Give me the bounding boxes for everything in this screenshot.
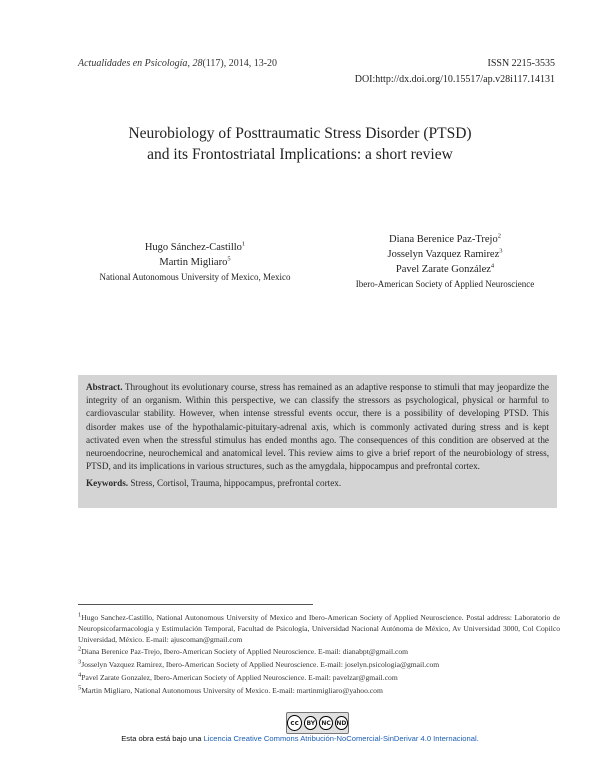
footnote-marker: 5 xyxy=(78,684,82,692)
footnote-text: Pavel Zarate Gonzalez, Ibero-American Society of Applied Neuroscience. E-mail: pavelzar@gmail.com xyxy=(81,673,398,682)
affiliation: Ibero-American Society of Applied Neuroscience xyxy=(355,279,535,289)
author-sup: 5 xyxy=(227,255,231,263)
license-notice xyxy=(0,734,600,743)
issn: ISSN 2215-3535 xyxy=(487,58,555,69)
cc-icon: cc xyxy=(287,715,302,731)
footnote-rule xyxy=(78,604,313,605)
author-name xyxy=(325,232,565,247)
journal-volume: 28 xyxy=(192,58,203,69)
authors-left xyxy=(80,240,310,285)
author-name xyxy=(80,240,310,255)
author-name-text: Diana Berenice Paz-Trejo xyxy=(389,234,498,245)
author-name xyxy=(325,247,565,262)
footnote-4 xyxy=(78,672,560,683)
footnote-text: Martin Migliaro, National Autonomous University of Mexico. E-mail: martinmigliaro@yahoo.com xyxy=(81,686,383,695)
author-name xyxy=(80,255,310,270)
nc-icon: NC xyxy=(319,716,332,730)
title-line-1: Neurobiology of Posttraumatic Stress Disorder (PTSD) xyxy=(128,125,472,142)
title-line-2: and its Frontostriatal Implications: a short review xyxy=(147,146,453,163)
abstract-paragraph xyxy=(86,381,549,473)
author-name-text: Pavel Zarate González xyxy=(395,264,491,275)
doi-link[interactable]: DOI:http://dx.doi.org/10.15517/ap.v28i117.14131 xyxy=(354,74,555,85)
footnote-2 xyxy=(78,646,560,657)
footnote-5 xyxy=(78,685,560,696)
journal-name: Actualidades en Psicología xyxy=(78,58,188,69)
footnote-1 xyxy=(78,612,560,645)
footnote-text: Hugo Sanchez-Castillo, National Autonomous University of Mexico and Ibero-American Society of Applied Neuroscience. Postal address: Laboratorio de Neuropsicofarmacologia y Estimulación Temporal, Facultad de Psicología, Universidad Nacional Autónoma de México, Av Universidad 3000, Col Copilco Universidad, México. E-mail: ajuscoman@gmail.com xyxy=(78,613,560,644)
license-prefix: Esta obra está bajo una xyxy=(121,734,202,743)
journal-issue-pages: (117), 2014, 13-20 xyxy=(202,58,278,69)
footnote-marker: 1 xyxy=(78,611,82,619)
footnote-3 xyxy=(78,659,560,670)
cc-license-badge[interactable] xyxy=(286,712,349,734)
abstract-text: Throughout its evolutionary course, stress has remained as an adaptive response to stimuli that may jeopardize the integrity of an organism. Within this perspective, we can classify the stressors as psychological, physical or harmful to cardiovascular stability. However, when intense stressful events occur, there is a possibility of developing PTSD. This disorder makes use of the hypothalamic-pituitary-adrenal axis, which is commonly activated during stress and is kept activated even when the stressful stimulus has ended months ago. The consequences of this condition are observed at the neuroendocrine, neurochemical and anatomical level. This review aims to give a brief report of the neurobiology of stress, PTSD, and its implications in various structures, such as the amygdala, hippocampus and prefrontal cortex. xyxy=(86,382,549,472)
author-sup: 4 xyxy=(490,262,495,270)
footnote-marker: 2 xyxy=(78,645,82,653)
author-name xyxy=(325,262,565,277)
footnote-text: Diana Berenice Paz-Trejo, Ibero-American Society of Applied Neuroscience. E-mail: dianabpt@gmail.com xyxy=(81,647,409,656)
author-sup: 3 xyxy=(499,247,503,255)
nd-icon: ND xyxy=(335,716,348,730)
abstract-box xyxy=(78,375,557,508)
author-sup: 1 xyxy=(241,240,246,248)
author-name-text: Hugo Sánchez-Castillo xyxy=(144,242,242,253)
license-link[interactable]: Licencia Creative Commons Atribución-NoComercial-SinDerivar 4.0 Internacional. xyxy=(203,734,479,743)
keywords-text: Stress, Cortisol, Trauma, hippocampus, prefrontal cortex. xyxy=(130,478,342,489)
journal-citation: Actualidades en Psicología, 28(117), 2014, 13-20 xyxy=(78,58,278,69)
author-sup: 2 xyxy=(497,232,501,240)
keywords-label: Keywords. xyxy=(86,478,129,489)
affiliation: National Autonomous University of Mexico, Mexico xyxy=(99,272,291,282)
authors-right xyxy=(325,232,565,292)
footnote-marker: 3 xyxy=(78,658,82,666)
footnote-marker: 4 xyxy=(78,671,82,679)
author-name-text: Josselyn Vazquez Ramirez xyxy=(387,249,500,260)
footnote-text: Josselyn Vazquez Ramirez, Ibero-American Society of Applied Neuroscience. E-mail: joselyn.psicologia@gmail.com xyxy=(81,660,440,669)
author-name-text: Martin Migliaro xyxy=(159,257,228,268)
abstract-label: Abstract. xyxy=(86,382,123,392)
by-icon: BY xyxy=(304,716,317,730)
article-title xyxy=(0,123,600,165)
keywords-paragraph xyxy=(86,477,549,490)
